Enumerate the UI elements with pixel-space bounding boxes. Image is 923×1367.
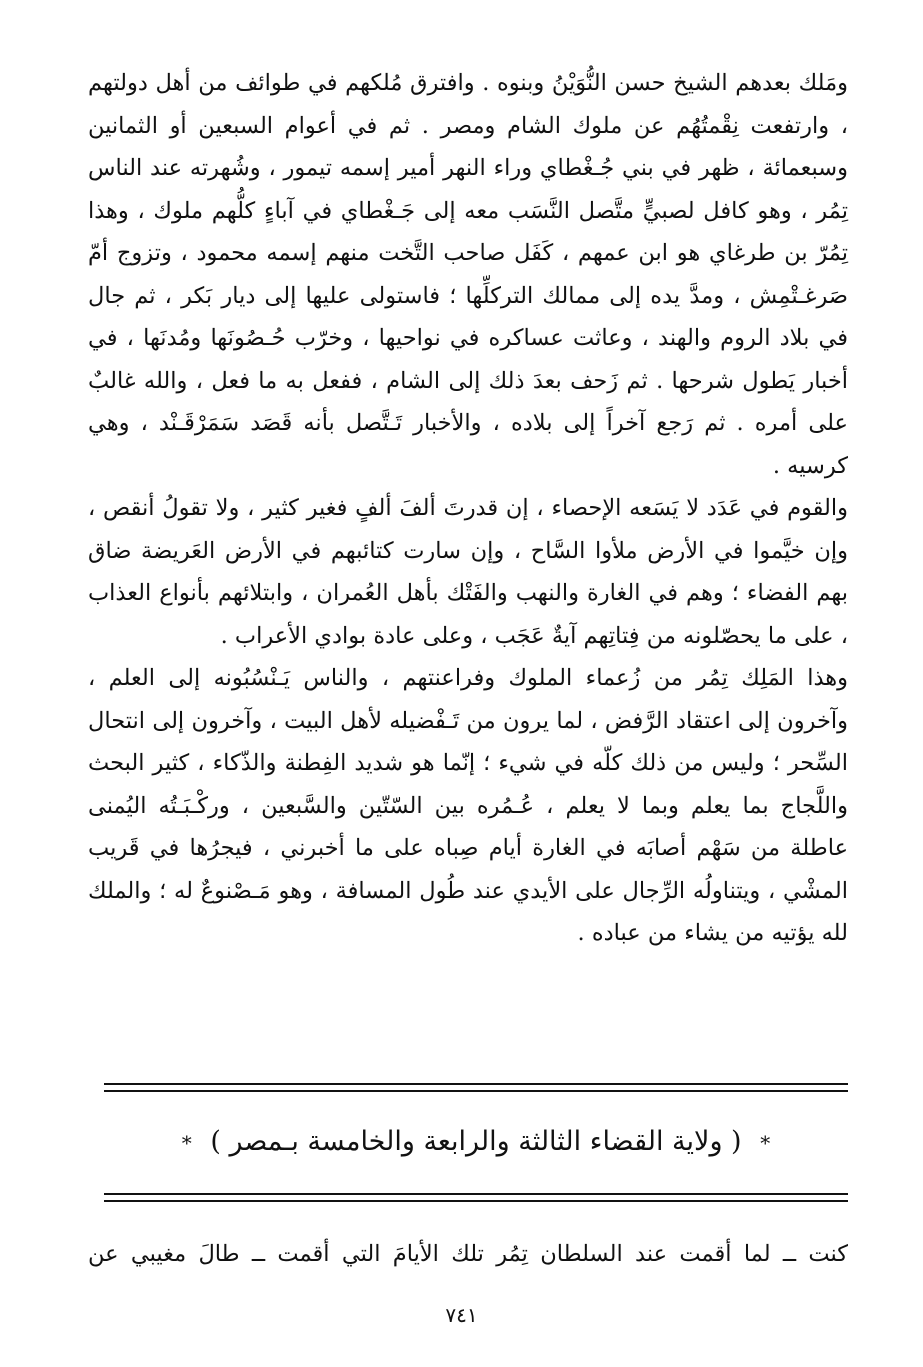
- body-text: [88, 62, 848, 955]
- section-title: ( ولاية القضاء الثالثة والرابعة والخامسة بـمصر ): [210, 1126, 742, 1157]
- paragraph-2: والقوم في عَدَد لا يَسَعه الإحصاء ، إن قدرتَ ألفَ ألفٍ فغير كثير ، ولا تقولُ أنقص ، وإن خيَّموا في الأرض ملأوا السَّاح ، وإن سارت كتائبهم في الأرض العَريضة ضاق بهم الفضاء ؛ وهم في الغارة والنهب والفَتْك بأهل العُمران ، وابتلائهم بأنواع العذاب ، على ما يحصّلونه من فِتاتِهم آيةٌ عَجَب ، وعلى عادة بوادي الأعراب .: [88, 495, 848, 649]
- paragraph-3: وهذا المَلِك تِمُر من زُعماء الملوك وفراعنتهم ، والناس يَـنْسُبُونه إلى العلم ، وآخرون إلى اعتقاد الرَّفض ، لما يرون من تَـفْضيله لأهل البيت ، وآخرون إلى انتحال السِّحر ؛ وليس من ذلك كلّه في شيء ؛ إنّما هو شديد الفِطنة والذّكاء ، كثير البحث واللَّجاج بما يعلم وبما لا يعلم ، عُـمُره بين السّتّين والسَّبعين ، وركْـبَـتُه اليُمنى عاطلة من سَهْم أصابَه في الغارة أيام صِباه على ما أخبرني ، فيجرُها في قَريب المشْي ، ويتناولُه الرِّجال على الأيدي عند طُول المسافة ، وهو مَـصْنوعٌ له ؛ والملك لله يؤتيه من يشاء من عباده .: [88, 665, 848, 946]
- star-ornament-right: *: [760, 1131, 771, 1155]
- paragraph-1: ومَلك بعدهم الشيخ حسن النُّوَيْنُ وبنوه . وافترق مُلكهم في طوائف من أهل دولتهم ، وارتفعت نِقْمتُهُم عن ملوك الشام ومصر . ثم في أعوام السبعين أو الثمانين وسبعمائة ، ظهر في بني جُـغْطاي وراء النهر أمير إسمه تيمور ، وشُهرته عند الناس تِمُر ، وهو كافل لصبيٍّ متَّصل النَّسَب معه إلى جَـغْطاي في آباءٍ كلُّهم ملوك ، وهذا تِمُرّ بن طرغاي هو ابن عمهم ، كَفَل صاحب التَّخت منهم إسمه محمود ، وتزوج أمّ صَرغـتْمِش ، ومدَّ يده إلى ممالك التركلِّها ؛ فاستولى عليها إلى ديار بَكر ، ثم جال في بلاد الروم والهند ، وعاثت عساكره في نواحيها ، وخرّب حُـصُونَها ومُدنَها ، في أخبار يَطول شرحها . ثم زَحف بعدَ ذلك إلى الشام ، ففعل به ما فعل ، والله غالبٌ على أمره . ثم رَجع آخراً إلى بلاده ، والأخبار تَـتَّصل بأنه قَصَد سَمَرْقَـنْد ، وهي كرسيه .: [88, 70, 849, 479]
- section-first-line: كنت ــ لما أقمت عند السلطان تِمُر تلك الأيامَ التي أقمت ــ طالَ مغيبي عن: [88, 1241, 848, 1267]
- main-text-block: [88, 62, 848, 955]
- page-number: ٧٤١: [445, 1303, 478, 1327]
- double-rule-top: [104, 1083, 848, 1092]
- section-heading: [104, 1122, 848, 1163]
- double-rule-bottom: [104, 1193, 848, 1202]
- star-ornament-left: *: [181, 1131, 192, 1155]
